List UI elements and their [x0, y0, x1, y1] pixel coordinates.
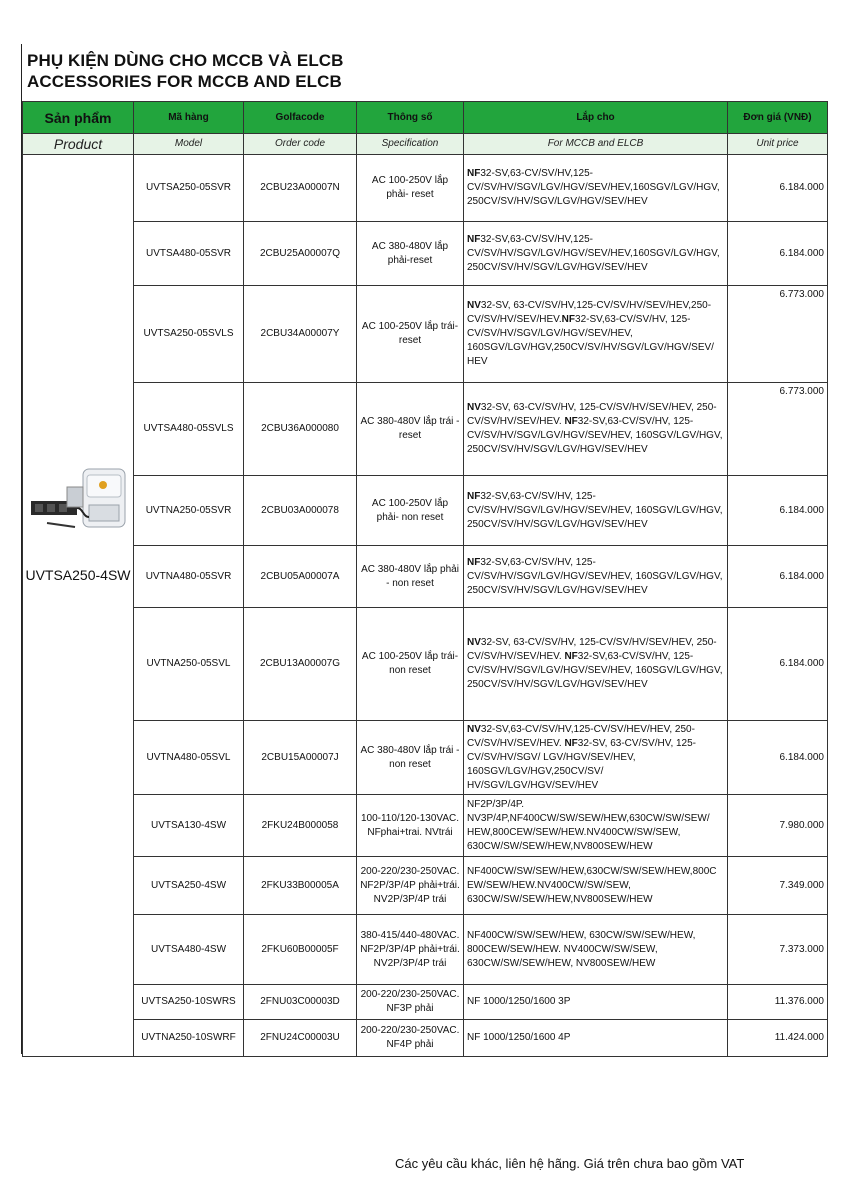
table-row: [23, 985, 828, 1020]
compatible-breakers-cell: [464, 286, 728, 383]
table-row: [23, 608, 828, 721]
title-block: [27, 50, 344, 92]
spec-cell: 200-220/230-250VAC. NF3P phải: [357, 985, 464, 1020]
compatible-text: NF400CW/SW/SEW/HEW,630CW/SW/SEW/HEW,800C EW/SEW/HEW.NV400CW/SW/SEW, 630CW/SW/SEW/HEW,NV800SEW/HEW: [467, 865, 717, 905]
model-cell: UVTNA250-05SVL: [134, 608, 244, 721]
order-code-cell: 2CBU25A00007Q: [244, 222, 357, 286]
price-table: [22, 101, 828, 1057]
table-row: [23, 915, 828, 985]
product-name: UVTSA250-4SW: [25, 567, 131, 583]
header-order-code: Golfacode: [244, 102, 357, 134]
compatible-text: NF2P/3P/4P. NV3P/4P,NF400CW/SW/SEW/HEW,630CW/SW/SEW/ HEW,800CEW/SEW/HEW.NV400CW/SW/SEW, 630CW/SW/SEW/HEW,NV800SEW/HEW: [467, 798, 710, 852]
spec-cell: 380-415/440-480VAC. NF2P/3P/4P phải+trái. NV2P/3P/4P trái: [357, 915, 464, 985]
price-cell: 11.424.000: [728, 1020, 828, 1057]
price-cell: 6.184.000: [728, 721, 828, 795]
model-cell: UVTNA250-10SWRF: [134, 1020, 244, 1057]
series-prefix: NF: [467, 556, 481, 568]
price-cell: 6.773.000: [728, 286, 828, 383]
spec-cell: AC 100-250V lắp trái-reset: [357, 286, 464, 383]
price-cell: 6.773.000: [728, 383, 828, 476]
spec-cell: 200-220/230-250VAC. NF4P phải: [357, 1020, 464, 1057]
compatible-text: 32-SV, 63-CV/SV/HV,125-CV/SV/HV/SEV/HEV,250-CV/SV/HV/SEV/HEV.: [467, 300, 712, 325]
compatible-text: 32-SV,63-CV/SV/HV,125-CV/SV/HEV/HEV, 250-CV/SV/HV/SEV/HEV.: [467, 723, 695, 749]
series-prefix: NF: [467, 490, 481, 502]
subheader-row: [23, 134, 828, 155]
order-code-cell: 2CBU23A00007N: [244, 155, 357, 222]
spec-cell: 200-220/230-250VAC. NF2P/3P/4P phải+trái. NV2P/3P/4P trái: [357, 857, 464, 915]
model-cell: UVTNA480-05SVL: [134, 721, 244, 795]
price-cell: 6.184.000: [728, 546, 828, 608]
spec-cell: AC 100-250V lắp phải- reset: [357, 155, 464, 222]
product-cell: [23, 155, 134, 1057]
compatible-text: 32-SV,63-CV/SV/HV,125-CV/SV/HV/SGV/LGV/HGV/SEV/HEV,160SGV/LGV/HGV, 250CV/SV/HV/SGV/LGV/HGV/SEV/HEV: [467, 233, 720, 273]
series-prefix: NV: [467, 723, 481, 735]
table-row: [23, 546, 828, 608]
order-code-cell: 2FNU24C00003U: [244, 1020, 357, 1057]
footer-note: Các yêu cầu khác, liên hệ hãng. Giá trên chưa bao gồm VAT: [395, 1156, 745, 1171]
order-code-cell: 2CBU03A000078: [244, 476, 357, 546]
price-cell: 6.184.000: [728, 608, 828, 721]
table-row: [23, 476, 828, 546]
header-product: Sản phẩm: [23, 102, 134, 134]
order-code-cell: 2CBU13A00007G: [244, 608, 357, 721]
compatible-breakers-cell: [464, 155, 728, 222]
order-code-cell: 2CBU36A000080: [244, 383, 357, 476]
compatible-breakers-cell: [464, 795, 728, 857]
compatible-breakers-cell: [464, 222, 728, 286]
series-prefix: NF: [564, 416, 578, 427]
model-cell: UVTSA480-4SW: [134, 915, 244, 985]
compatible-breakers-cell: [464, 721, 728, 795]
table-row: [23, 721, 828, 795]
title-vietnamese: PHỤ KIỆN DÙNG CHO MCCB VÀ ELCB: [27, 51, 344, 70]
order-code-cell: 2FKU24B000058: [244, 795, 357, 857]
spec-cell: AC 380-480V lắp phải-reset: [357, 222, 464, 286]
compatible-text: 32-SV,63-CV/SV/HV, 125-CV/SV/HV/SGV/LGV/HGV/SEV/HEV, 160SGV/LGV/HGV, 250CV/SV/HV/SGV/LGV/HGV/SEV/HEV: [467, 490, 723, 530]
order-code-cell: 2FKU33B00005A: [244, 857, 357, 915]
header-row: [23, 102, 828, 134]
model-cell: UVTNA250-05SVR: [134, 476, 244, 546]
order-code-cell: 2CBU34A00007Y: [244, 286, 357, 383]
table-row: [23, 286, 828, 383]
price-cell: 7.373.000: [728, 915, 828, 985]
series-prefix: NV: [467, 637, 481, 648]
series-prefix: NF: [561, 314, 576, 325]
compatible-text: 32-SV,63-CV/SV/HV, 125-CV/SV/HV/SGV/LGV/HGV/SEV/HEV, 160SGV/LGV/HGV, 250CV/SV/HV/SGV/LGV/HGV/SEV/HEV: [467, 651, 723, 690]
price-cell: 7.349.000: [728, 857, 828, 915]
spec-cell: AC 380-480V lắp trái - non reset: [357, 721, 464, 795]
compatible-breakers-cell: [464, 383, 728, 476]
compatible-text: 32-SV,63-CV/SV/HV,125-CV/SV/HV/SGV/LGV/HGV/SEV/HEV,160SGV/LGV/HGV, 250CV/SV/HV/SGV/LGV/HGV/SEV/HEV: [467, 168, 720, 207]
subheader-for: For MCCB and ELCB: [464, 134, 728, 155]
header-price: Đơn giá (VNĐ): [728, 102, 828, 134]
order-code-cell: 2FNU03C00003D: [244, 985, 357, 1020]
compatible-breakers-cell: [464, 915, 728, 985]
compatible-breakers-cell: [464, 476, 728, 546]
compatible-text: NF 1000/1250/1600 3P: [467, 996, 571, 1007]
compatible-breakers-cell: [464, 546, 728, 608]
subheader-product: Product: [23, 134, 134, 155]
product-image: [27, 465, 133, 535]
header-model: Mã hàng: [134, 102, 244, 134]
series-prefix: NV: [467, 402, 481, 413]
compatible-text: NF400CW/SW/SEW/HEW, 630CW/SW/SEW/HEW, 800CEW/SEW/HEW. NV400CW/SW/SEW, 630CW/SW/SEW/HEW, NV800SEW/HEW: [467, 929, 696, 969]
compatible-text: 32-SV,63-CV/SV/HV, 125-CV/SV/HV/SGV/LGV/HGV/SEV/HEV, 160SGV/LGV/HGV, 250CV/SV/HV/SGV/LGV/HGV/SEV/HEV: [467, 416, 723, 455]
price-cell: 6.184.000: [728, 476, 828, 546]
model-cell: UVTSA480-05SVR: [134, 222, 244, 286]
series-prefix: NV: [467, 300, 481, 311]
table-row: [23, 222, 828, 286]
compatible-text: NF 1000/1250/1600 4P: [467, 1032, 571, 1043]
subheader-model: Model: [134, 134, 244, 155]
compatible-text: 32-SV, 63-CV/SV/HV, 125-CV/SV/HV/SGV/ LGV/HGV/SEV/HEV, 160SGV/LGV/HGV,250CV/SV/ HV/SGV/LGV/HGV/SEV/HEV: [467, 737, 697, 791]
model-cell: UVTSA130-4SW: [134, 795, 244, 857]
model-cell: UVTSA250-10SWRS: [134, 985, 244, 1020]
series-prefix: NF: [467, 233, 481, 245]
compatible-text: 32-SV, 63-CV/SV/HV, 125-CV/SV/HV/SEV/HEV, 250-CV/SV/HV/SEV/HEV.: [467, 637, 717, 662]
subheader-price: Unit price: [728, 134, 828, 155]
model-cell: UVTSA250-05SVR: [134, 155, 244, 222]
spec-cell: AC 380-480V lắp phải - non reset: [357, 546, 464, 608]
series-prefix: NF: [467, 168, 481, 179]
series-prefix: NF: [564, 737, 578, 749]
model-cell: UVTNA480-05SVR: [134, 546, 244, 608]
table-row: [23, 857, 828, 915]
model-cell: UVTSA250-4SW: [134, 857, 244, 915]
order-code-cell: 2CBU05A00007A: [244, 546, 357, 608]
compatible-breakers-cell: [464, 985, 728, 1020]
subheader-order-code: Order code: [244, 134, 357, 155]
header-for: Lắp cho: [464, 102, 728, 134]
price-cell: 6.184.000: [728, 222, 828, 286]
order-code-cell: 2CBU15A00007J: [244, 721, 357, 795]
price-cell: 6.184.000: [728, 155, 828, 222]
header-spec: Thông số: [357, 102, 464, 134]
compatible-breakers-cell: [464, 857, 728, 915]
table-row: [23, 383, 828, 476]
spec-cell: AC 100-250V lắp trái-non reset: [357, 608, 464, 721]
order-code-cell: 2FKU60B00005F: [244, 915, 357, 985]
price-cell: 11.376.000: [728, 985, 828, 1020]
compatible-text: 32-SV, 63-CV/SV/HV, 125-CV/SV/HV/SEV/HEV, 250-CV/SV/HV/SEV/HEV.: [467, 402, 717, 427]
spec-cell: AC 380-480V lắp trái - reset: [357, 383, 464, 476]
table-row: [23, 155, 828, 222]
price-cell: 7.980.000: [728, 795, 828, 857]
compatible-breakers-cell: [464, 608, 728, 721]
model-cell: UVTSA250-05SVLS: [134, 286, 244, 383]
compatible-text: 32-SV,63-CV/SV/HV, 125-CV/SV/HV/SGV/LGV/HGV/SEV/HEV, 160SGV/LGV/HGV, 250CV/SV/HV/SGV/LGV/HGV/SEV/HEV: [467, 556, 723, 596]
table-row: [23, 795, 828, 857]
subheader-spec: Specification: [357, 134, 464, 155]
table-row: [23, 1020, 828, 1057]
compatible-breakers-cell: [464, 1020, 728, 1057]
series-prefix: NF: [564, 651, 578, 662]
spec-cell: 100-110/120-130VAC. NFphai+trai. NVtrái: [357, 795, 464, 857]
spec-cell: AC 100-250V lắp phải- non reset: [357, 476, 464, 546]
model-cell: UVTSA480-05SVLS: [134, 383, 244, 476]
title-english: ACCESSORIES FOR MCCB AND ELCB: [27, 72, 342, 91]
compatible-text: 32-SV,63-CV/SV/HV, 125-CV/SV/HV/SGV/LGV/HGV/SEV/HEV, 160SGV/LGV/HGV,250CV/SV/HV/SGV/LGV/HGV/SEV/ HEV: [467, 314, 714, 367]
